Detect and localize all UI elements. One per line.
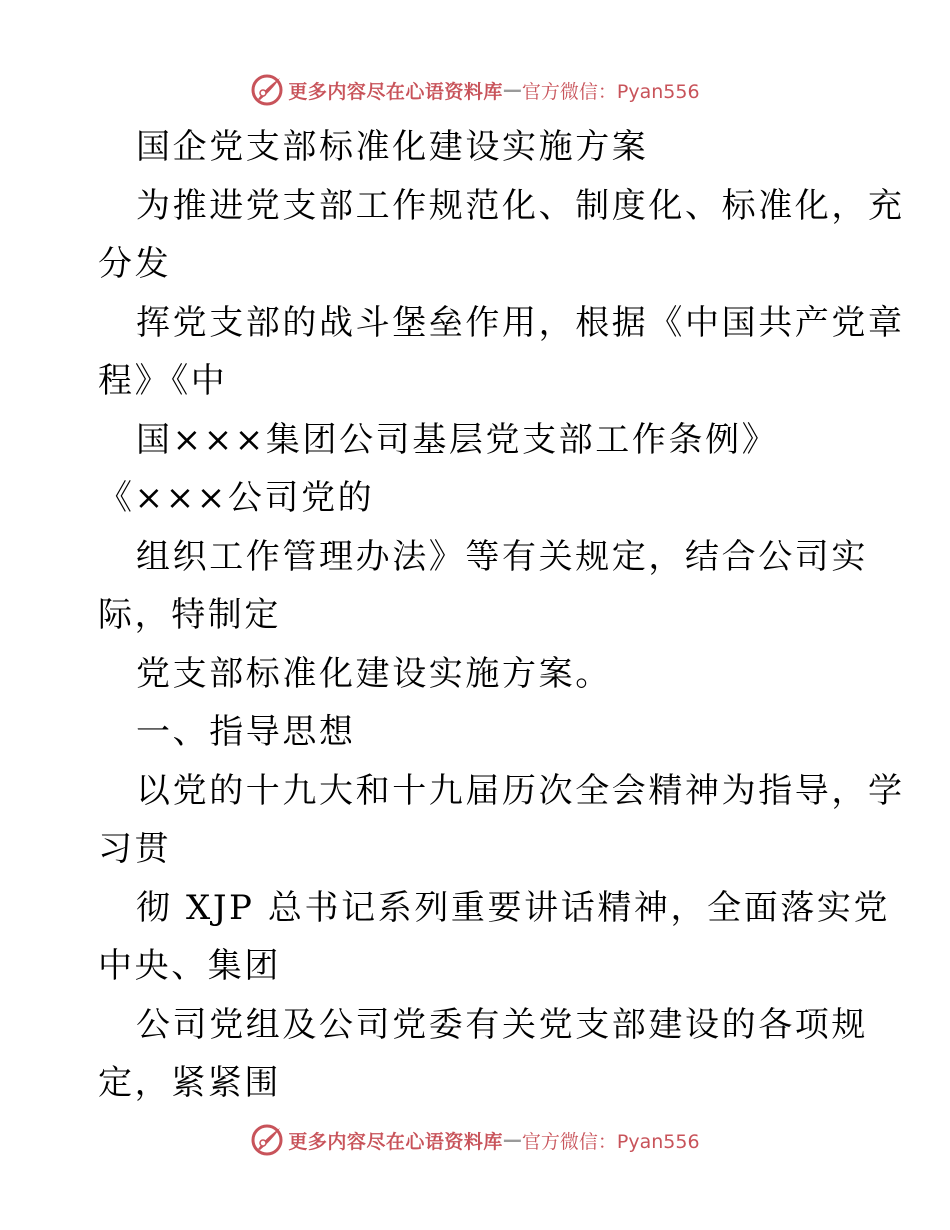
watermark-main-text: 更多内容尽在心语资料库: [288, 80, 503, 103]
paragraph-line: 际，特制定: [98, 595, 281, 635]
paragraph-line: 为推进党支部工作规范化、制度化、标准化，充: [136, 185, 905, 226]
watermark-separator: —: [502, 1129, 522, 1151]
watermark-main-text: 更多内容尽在心语资料库: [288, 1130, 503, 1153]
paragraph-line: 程》《中: [98, 361, 228, 401]
paragraph-line: 定，紧紧围: [98, 1063, 281, 1103]
paragraph-line: 分发: [98, 244, 172, 284]
watermark-wechat-text: 官方微信：Pyan556: [521, 1130, 700, 1153]
paragraph-line: 挥党支部的战斗堡垒作用，根据《中国共产党章: [136, 302, 905, 343]
paragraph-line: 党支部标准化建设实施方案。: [136, 653, 612, 694]
feather-circle-logo-icon: [250, 1123, 284, 1157]
paragraph-line: 《×××公司党的: [98, 478, 375, 518]
paragraph-line: 以党的十九大和十九届历次全会精神为指导，学: [136, 770, 905, 811]
feather-circle-logo-icon: [250, 73, 284, 107]
paragraph-line: 国×××集团公司基层党支部工作条例》: [136, 419, 779, 460]
section-heading: 一、指导思想: [136, 712, 356, 752]
header-watermark: [0, 70, 950, 110]
document-body: [98, 118, 905, 1113]
paragraph-line: 公司党组及公司党委有关党支部建设的各项规: [136, 1004, 868, 1045]
watermark-wechat-text: 官方微信：Pyan556: [521, 80, 700, 103]
document-title: 国企党支部标准化建设实施方案: [136, 127, 649, 167]
paragraph-line: 组织工作管理办法》等有关规定，结合公司实: [136, 536, 868, 577]
footer-watermark: [0, 1120, 950, 1160]
paragraph-line: 中央、集团: [98, 946, 281, 986]
paragraph-line: 彻 XJP 总书记系列重要讲话精神，全面落实党: [136, 887, 891, 928]
paragraph-line: 习贯: [98, 829, 172, 869]
watermark-separator: —: [502, 79, 522, 101]
